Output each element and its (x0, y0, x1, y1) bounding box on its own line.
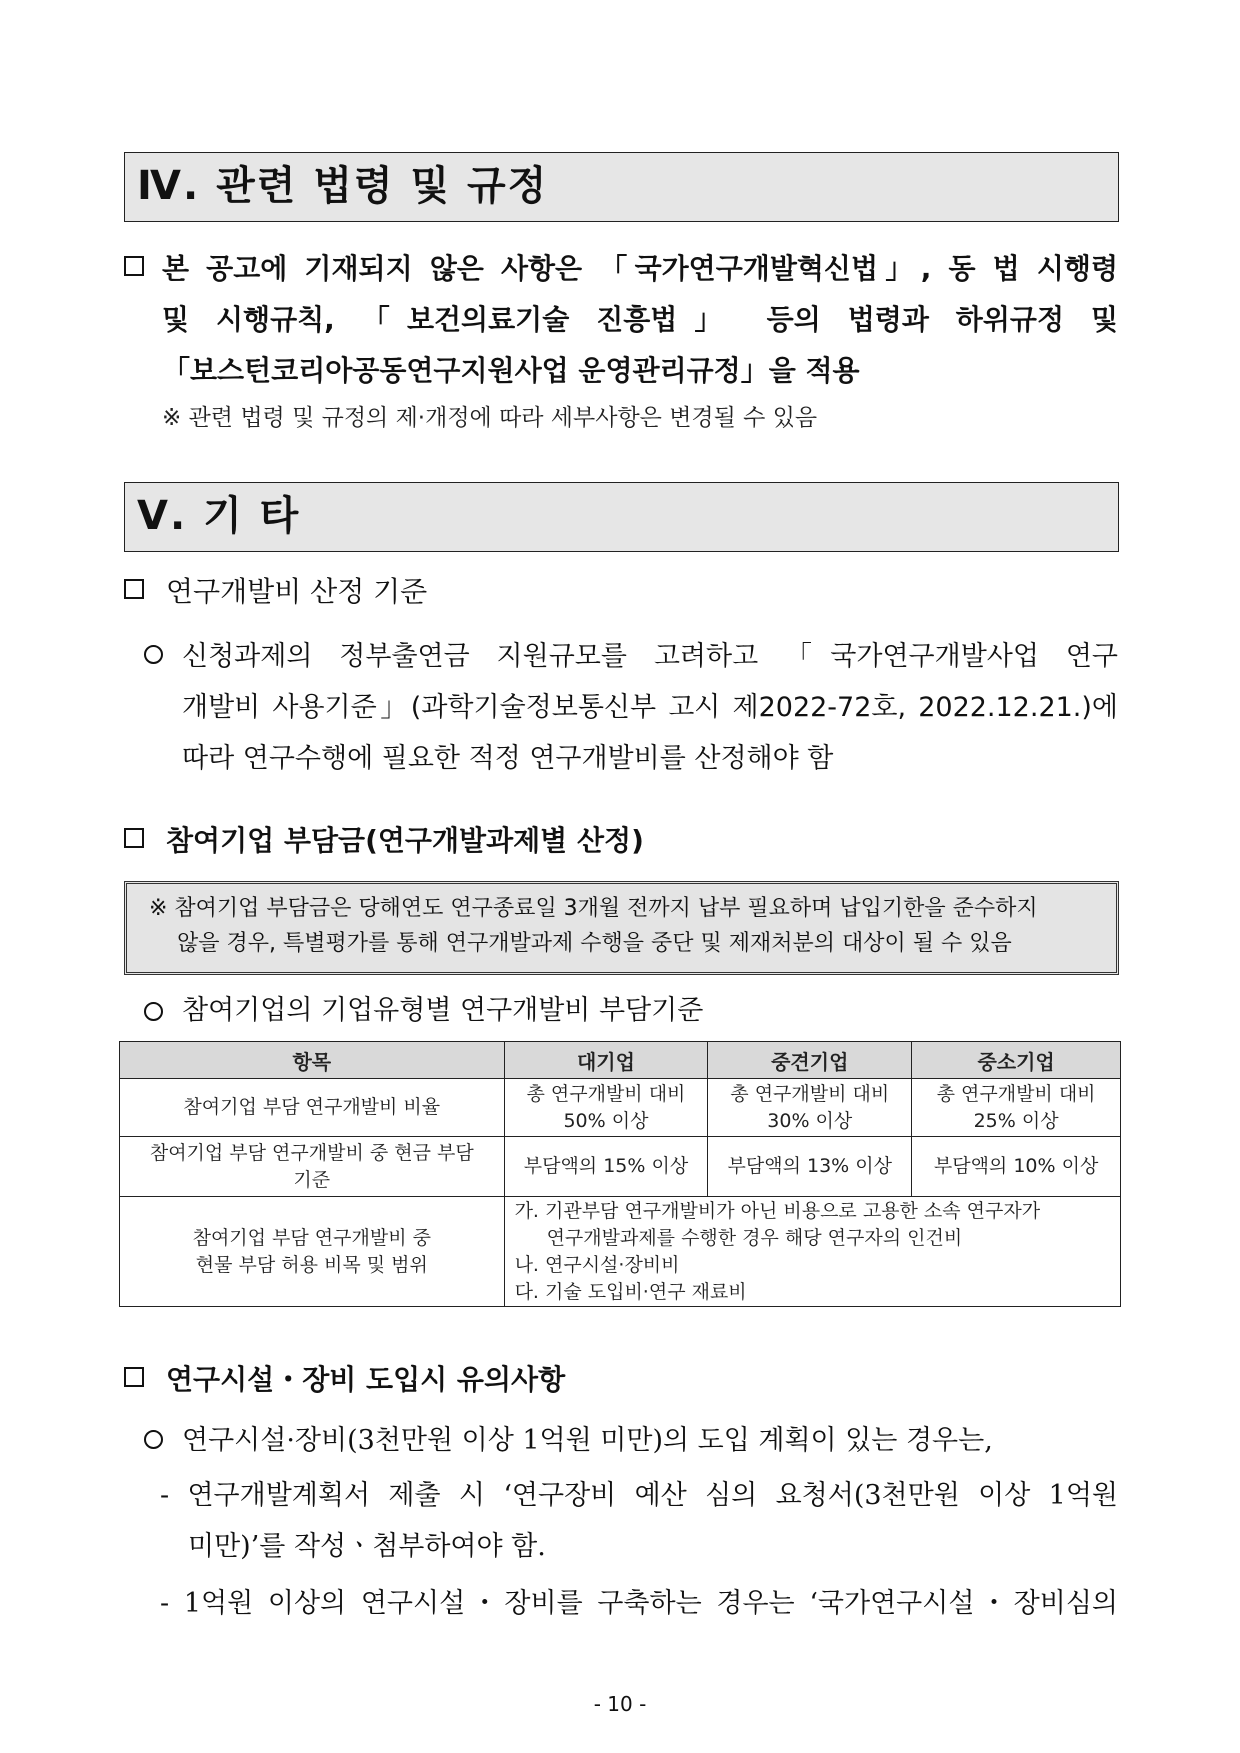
burden-sub-item: 참여기업의 기업유형별 연구개발비 부담기준 (182, 995, 704, 1026)
row3-item-1-cont: 연구개발과제를 수행한 경우 해당 연구자의 인건비 (546, 1226, 963, 1249)
row1-mid (708, 1079, 912, 1137)
section-4-item-line-2: 및 시행규칙, 「보건의료기술 진흥법」 등의 법령과 하위규정 및 (162, 303, 1118, 336)
table-header-row (120, 1042, 1121, 1079)
row3-label-line-2: 현물 부담 허용 비목 및 범위 (195, 1253, 428, 1276)
table-row (120, 1197, 1121, 1307)
section-5-title: Ⅴ. 기 타 (124, 482, 1119, 552)
burden-notice-box (124, 881, 1119, 975)
burden-notice-line-2: 않을 경우, 특별평가를 통해 연구개발과제 수행을 중단 및 제재처분의 대상이 될 수 있음 (177, 931, 1012, 956)
row2-label (120, 1137, 505, 1197)
burden-criteria-table (119, 1041, 1121, 1307)
rd-cost-heading-text: 연구개발비 산정 기준 (166, 575, 428, 608)
row3-item-1: 가. 기관부담 연구개발비가 아닌 비용으로 고용한 소속 연구자가 (514, 1199, 1041, 1222)
row1-label: 참여기업 부담 연구개발비 비율 (120, 1079, 505, 1137)
row3-label-line-1: 참여기업 부담 연구개발비 중 (192, 1226, 431, 1249)
row1-mid-line-2: 30% 이상 (767, 1109, 853, 1132)
row3-label (120, 1197, 505, 1307)
burden-notice-line-1: ※ 참여기업 부담금은 당해연도 연구종료일 3개월 전까지 납부 필요하며 납입기한을 준수하지 (149, 896, 1038, 921)
equipment-sub-item: 연구시설·장비(3천만원 이상 1억원 미만)의 도입 계획이 있는 경우는, (182, 1425, 993, 1456)
burden-heading-text: 참여기업 부담금(연구개발과제별 산정) (166, 824, 644, 857)
table-row (120, 1079, 1121, 1137)
row3-item-3: 다. 기술 도입비·연구 재료비 (514, 1280, 747, 1303)
row3-item-2: 나. 연구시설·장비비 (514, 1253, 680, 1276)
row2-small: 부담액의 10% 이상 (912, 1137, 1121, 1197)
section-4-item-line-3: 「보스턴코리아공동연구지원사업 운영관리규정」을 적용 (162, 354, 860, 387)
row3-items (504, 1197, 1120, 1307)
checkbox-square-icon (124, 828, 144, 848)
row1-small-line-2: 25% 이상 (973, 1109, 1059, 1132)
section-4-item-line-1: 본 공고에 기재되지 않은 사항은 「국가연구개발혁신법」, 동 법 시행령 (162, 252, 1118, 285)
row1-large-line-1: 총 연구개발비 대비 (526, 1082, 686, 1105)
table-row (120, 1137, 1121, 1197)
checkbox-square-icon (124, 579, 144, 599)
equipment-dash-2-line-1: - 1억원 이상의 연구시설・장비를 구축하는 경우는 ‘국가연구시설・장비심의 (160, 1588, 1118, 1619)
rd-cost-heading (124, 574, 427, 610)
row1-small (912, 1079, 1121, 1137)
rd-cost-line-1: 신청과제의 정부출연금 지원규모를 고려하고 「국가연구개발사업 연구 (182, 641, 1118, 672)
circle-bullet-icon (144, 645, 181, 671)
row1-large (504, 1079, 708, 1137)
page-number: - 10 - (593, 1692, 647, 1716)
row2-label-line-2: 기준 (293, 1168, 331, 1191)
circle-bullet-icon (144, 1002, 181, 1028)
row1-small-line-1: 총 연구개발비 대비 (936, 1082, 1096, 1105)
table-header-item: 항목 (120, 1042, 505, 1079)
equipment-dash-1-line-1: - 연구개발계획서 제출 시 ‘연구장비 예산 심의 요청서(3천만원 이상 1억원 (160, 1480, 1118, 1511)
row2-mid: 부담액의 13% 이상 (708, 1137, 912, 1197)
equipment-heading-text: 연구시설・장비 도입시 유의사항 (166, 1363, 566, 1396)
table-header-large: 대기업 (504, 1042, 708, 1079)
checkbox-square-icon (124, 256, 144, 276)
section-4-item-marker (124, 251, 166, 287)
equipment-dash-1-line-2: 미만)’를 작성ㆍ첨부하여야 함. (188, 1531, 546, 1562)
table-header-mid: 중견기업 (708, 1042, 912, 1079)
checkbox-square-icon (124, 1367, 144, 1387)
table-header-small: 중소기업 (912, 1042, 1121, 1079)
equipment-heading (124, 1362, 565, 1398)
row1-mid-line-1: 총 연구개발비 대비 (730, 1082, 890, 1105)
row2-label-line-1: 참여기업 부담 연구개발비 중 현금 부담 (149, 1141, 474, 1164)
section-4-note: ※ 관련 법령 및 규정의 제·개정에 따라 세부사항은 변경될 수 있음 (162, 405, 818, 431)
rd-cost-line-3: 따라 연구수행에 필요한 적정 연구개발비를 산정해야 함 (182, 743, 834, 774)
rd-cost-line-2: 개발비 사용기준」(과학기술정보통신부 고시 제2022-72호, 2022.12.21.)에 (182, 692, 1118, 723)
burden-heading (124, 823, 644, 859)
circle-bullet-icon (144, 1430, 181, 1456)
row2-large: 부담액의 15% 이상 (504, 1137, 708, 1197)
row1-large-line-2: 50% 이상 (563, 1109, 649, 1132)
section-4-title: Ⅳ. 관련 법령 및 규정 (124, 152, 1119, 222)
